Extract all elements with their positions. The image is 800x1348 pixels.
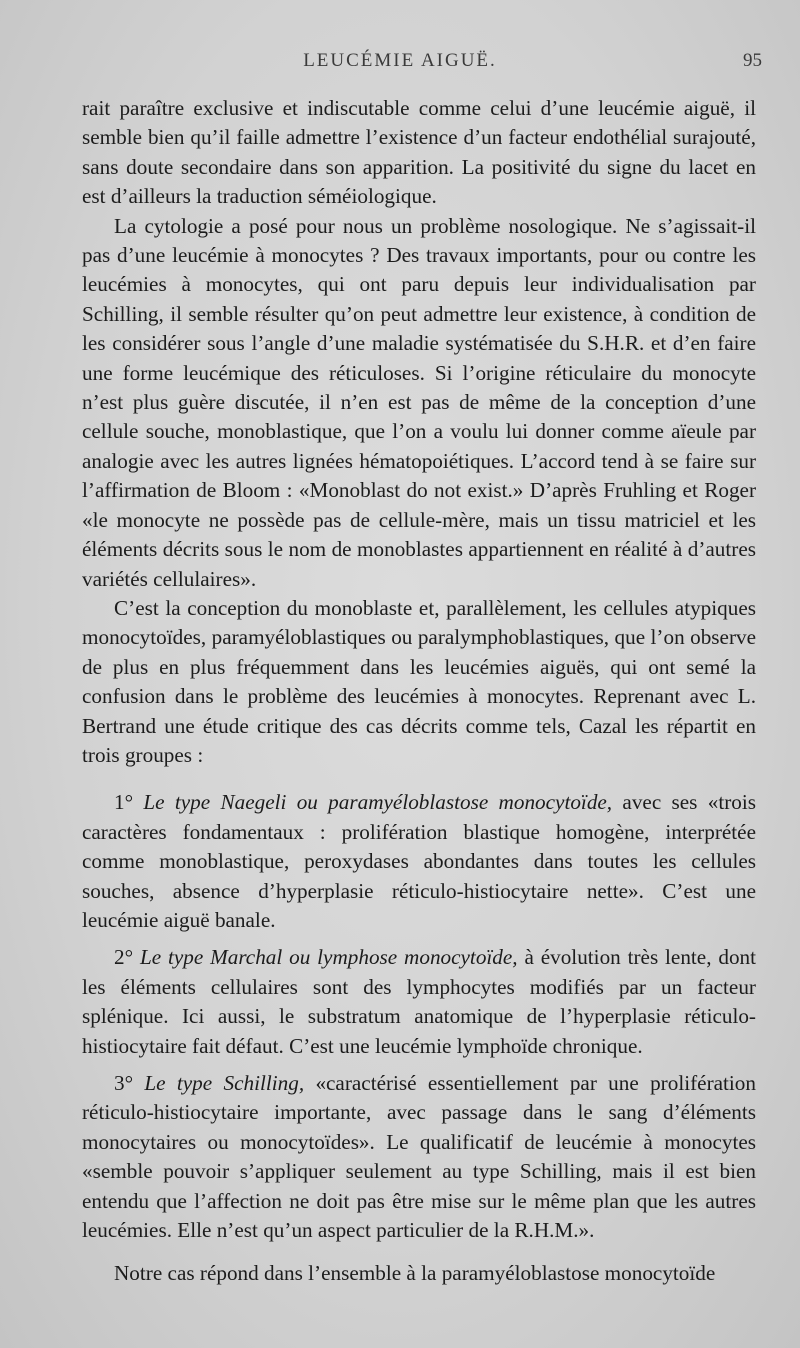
paragraph-3: C’est la conception du monoblaste et, parallèlement, les cellules atypiques monocytoïdes, paramyéloblastiques ou paralymphoblastiques, que l’on observe de plus en plus fréquemment dans les leucémies aiguës, qui ont semé la confusion dans le problème des leucémies à monocytes. Reprenant avec L. Bertrand une étude critique des cas décrits comme tels, Cazal les répartit en trois groupes :: [82, 595, 756, 767]
list-item-1-number: 1°: [114, 790, 134, 815]
list-item-1-title: Le type Naegeli ou paramyéloblastose monocytoïde,: [143, 790, 613, 815]
paragraph-last: Notre cas répond dans l’ensemble à la paramyéloblastose monocytoïde: [114, 1261, 716, 1286]
paragraph-1: rait paraître exclusive et indiscutable comme celui d’une leucémie aiguë, il semble bien qu’il faille admettre l’existence d’un facteur endothélial surajouté, sans doute secondaire dans son apparition. La positivité du signe du lacet en est d’ailleurs la traduction séméiologique.: [82, 96, 756, 209]
running-head: [0, 50, 800, 80]
page-number: 95: [743, 50, 762, 71]
body-text: [82, 94, 756, 1289]
list-item-3: [82, 1069, 756, 1245]
list-item-2-number: 2°: [114, 945, 134, 970]
list-item-3-text: «caractérisé essentiellement par une prolifération réticulo-histiocytaire importante, avec passage dans le sang d’éléments monocytaires ou monocytoïdes». Le qualificatif de leucémie à monocytes «semble pouvoir s’appliquer seulement au type Schilling, mais il est bien entendu que l’affection ne doit pas être mise sur le même plan que les autres leucémies. Elle n’est qu’un aspect particulier de la R.H.M.».: [82, 1071, 756, 1243]
list-item-2-text: à évolution très lente, dont les éléments cellulaires sont des lymphocytes modifiés par un facteur splénique. Ici aussi, le substratum anatomique de l’hyperplasie réticulo-histiocytaire fait défaut. C’est une leucémie lymphoïde chronique.: [82, 945, 757, 1058]
list-item-3-title: Le type Schilling,: [144, 1071, 305, 1095]
list-item-3-number: 3°: [114, 1071, 134, 1095]
list-item-2: [82, 943, 756, 1061]
list-item-1-text: avec ses «trois caractères fondamentaux : prolifération blastique homogène, interprétée comme monoblastique, peroxydases abondantes dans toutes les cellules souches, absence d’hyperplasie réticulo-histiocytaire nette». C’est une leucémie aiguë banale.: [82, 790, 756, 932]
list-item-1: [82, 788, 756, 935]
paragraph-2: La cytologie a posé pour nous un problème nosologique. Ne s’agissait-il pas d’une leucémie à monocytes ? Des travaux importants, pour ou contre les leucémies à monocytes, qui ont paru depuis leur individualisation par Schilling, il semble résulter qu’on peut admettre leur existence, à condition de les considérer sous l’angle d’une maladie systématisée du S.H.R. et d’en faire une forme leucémique des réticuloses. Si l’origine réticulaire du monocyte n’est plus guère discutée, il n’en est pas de même de la conception d’une cellule souche, monoblastique, que l’on a voulu lui donner comme aïeule par analogie avec les autres lignées hématopoiétiques. L’accord tend à se faire sur l’affirmation de Bloom : «Monoblast do not exist.» D’après Fruhling et Roger «le monocyte ne possède pas de cellule-mère, mais un tissu matriciel et les éléments décrits sous le nom de monoblastes appartiennent en réalité à d’autres variétés cellulaires».: [82, 213, 756, 591]
running-title: LEUCÉMIE AIGUË.: [303, 50, 497, 71]
list-item-2-title: Le type Marchal ou lymphose monocytoïde,: [139, 945, 518, 970]
